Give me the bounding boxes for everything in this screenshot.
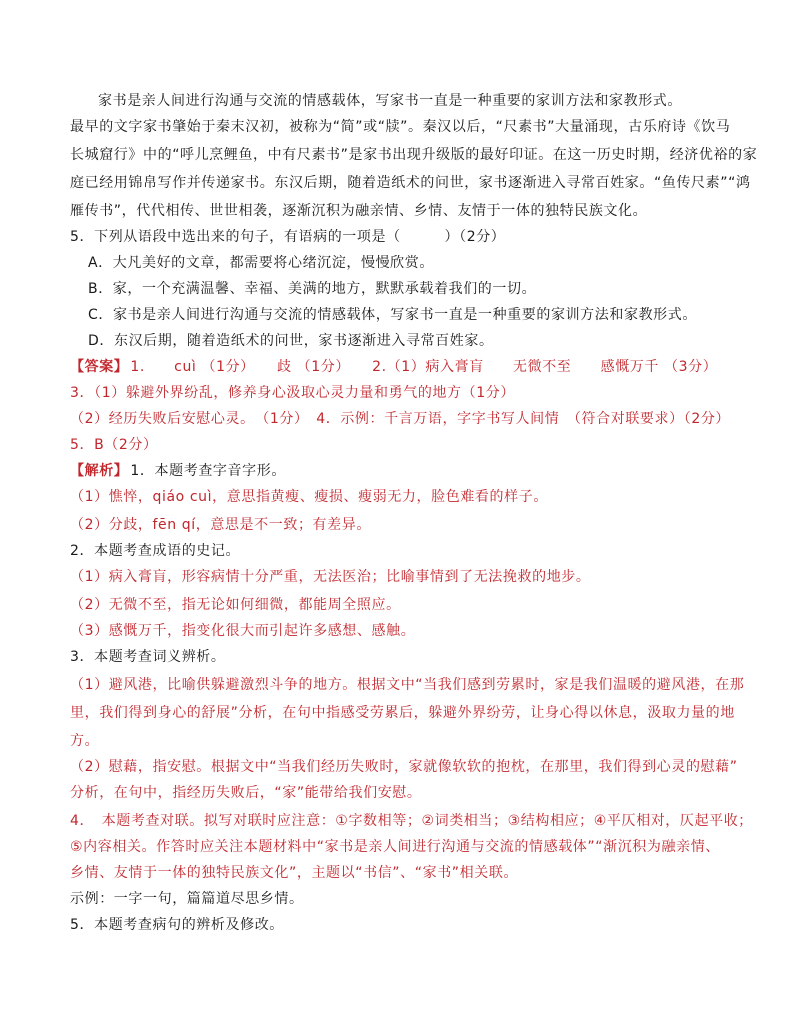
passage-line: 家书是亲人间进行沟通与交流的情感载体，写家书一直是一种重要的家训方法和家教形式。 — [98, 93, 682, 109]
analysis-line: 里，我们得到身心的舒展”分析，在句中指感受劳累后，躲避外界纷劳，让身心得以休息，汲取力量的地 — [70, 705, 735, 721]
passage-line: 雁传书”，代代相传、世世相袭，逐渐沉积为融亲情、乡情、友情于一体的独特民族文化。 — [70, 203, 648, 219]
analysis-line: ⑤内容相关。作答时应关注本题材料中“家书是亲人间进行沟通与交流的情感载体”“渐沉积为融亲情、 — [70, 839, 720, 855]
answer-tag: 【答案】 — [70, 359, 129, 375]
analysis-text: 1．本题考查字音字形。 — [130, 463, 286, 479]
analysis-line: 方。 — [70, 733, 100, 749]
option-b: B．家，一个充满温馨、幸福、美满的地方，默默承载着我们的一切。 — [88, 281, 537, 297]
analysis-line: 乡情、友情于一体的独特民族文化”，主题以“书信”、“家书”相关联。 — [70, 865, 519, 881]
analysis-line: 示例：一字一句，篇篇道尽思乡情。 — [70, 891, 304, 907]
answer-line: （2）经历失败后安慰心灵。 （1分） 4．示例：千言万语，字字书写人间情 （符合对联要求）（2分） — [70, 411, 731, 427]
passage-line: 庭已经用锦帛写作并传递家书。东汉后期，随着造纸术的问世，家书逐渐进入寻常百姓家。“鱼传尺素”“鸿 — [70, 175, 751, 191]
analysis-line: （2）分歧，fēn qí，意思是不一致；有差异。 — [70, 517, 371, 533]
analysis-line: 2．本题考查成语的史记。 — [70, 543, 241, 559]
analysis-line: （1）避风港，比喻供躲避激烈斗争的地方。根据文中“当我们感到劳累时，家是我们温暖的避风港，在那 — [70, 677, 745, 693]
analysis-tag: 【解析】 — [70, 463, 129, 479]
answer-text: 1. cuì （1分） 歧 （1分） 2.（1）病入膏肓 无微不至 感慨万千 （3分） — [130, 359, 718, 375]
analysis-line: （1）病入膏肓，形容病情十分严重，无法医治；比喻事情到了无法挽救的地步。 — [70, 569, 591, 585]
analysis-line: （2）慰藉，指安慰。根据文中“当我们经历失败时，家就像软软的抱枕，在那里，我们得到心灵的慰藉” — [70, 759, 738, 775]
option-c: C．家书是亲人间进行沟通与交流的情感载体，写家书一直是一种重要的家训方法和家教形式。 — [88, 307, 697, 323]
passage-line: 长城窟行》中的“呼儿烹鲤鱼，中有尺素书”是家书出现升级版的最好印证。在这一历史时期，经济优裕的家 — [70, 147, 758, 163]
passage-line: 最早的文字家书肇始于秦末汉初，被称为“简”或“牍”。秦汉以后，“尺素书”大量涌现，古乐府诗《饮马 — [70, 119, 731, 135]
analysis-line: 3．本题考查词义辨析。 — [70, 649, 226, 665]
analysis-line: （1）憔悴，qiáo cuì，意思指黄瘦、瘦损、瘦弱无力，脸色难看的样子。 — [70, 489, 548, 505]
answer-line — [70, 354, 750, 380]
analysis-line — [70, 458, 750, 484]
analysis-line: （2）无微不至，指无论如何细微，都能周全照应。 — [70, 597, 401, 613]
answer-line: 5．B（2分） — [70, 437, 158, 453]
analysis-line: 4． 本题考查对联。拟写对联时应注意：①字数相等；②词类相当；③结构相应；④平仄相对，仄起平收； — [70, 813, 753, 829]
analysis-line: 5．本题考查病句的辨析及修改。 — [70, 917, 284, 933]
answer-line: 3．（1）躲避外界纷乱，修养身心汲取心灵力量和勇气的地方（1分） — [70, 385, 515, 401]
analysis-line: （3）感慨万千，指变化很大而引起许多感想、感触。 — [70, 623, 416, 639]
analysis-line: 分析，在句中，指经历失败后，“家”能带给我们安慰。 — [70, 785, 422, 801]
option-a: A．大凡美好的文章，都需要将心绪沉淀，慢慢欣赏。 — [88, 255, 434, 271]
option-d: D．东汉后期，随着造纸术的问世，家书逐渐进入寻常百姓家。 — [88, 333, 494, 349]
question-stem: 5．下列从语段中选出来的句子，有语病的一项是（ ）（2分） — [70, 229, 506, 245]
